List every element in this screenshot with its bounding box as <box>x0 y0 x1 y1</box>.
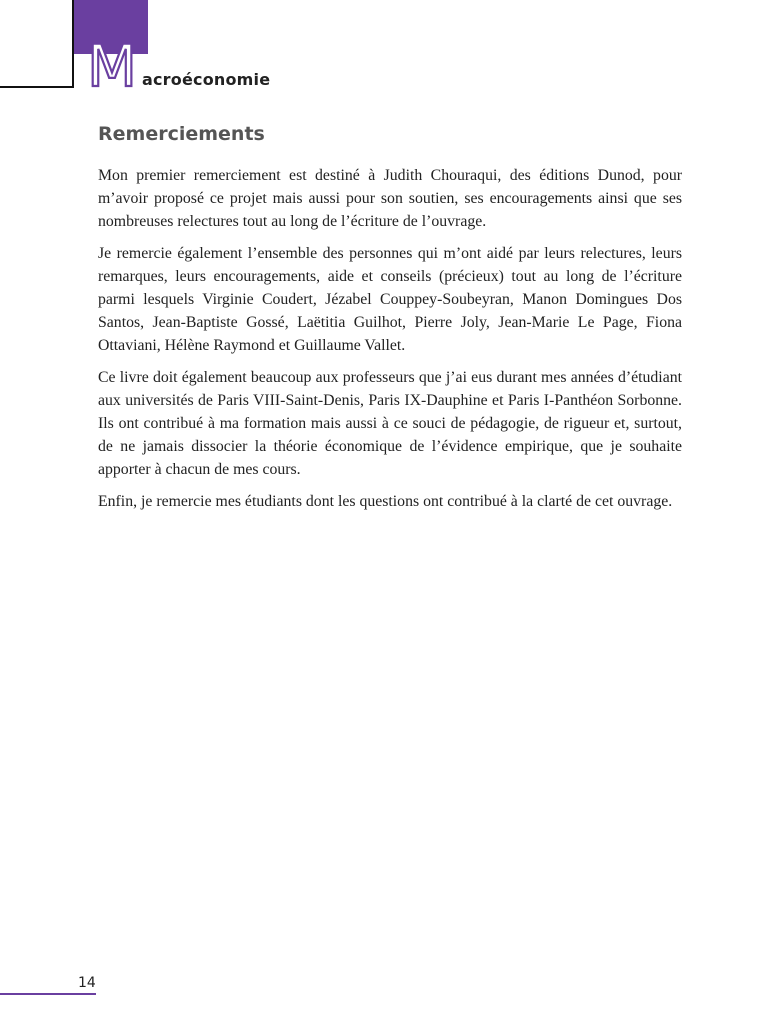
footer-rule <box>0 993 96 995</box>
body-text <box>98 164 682 522</box>
section-title: Remerciements <box>98 123 265 145</box>
book-title: acroéconomie <box>142 70 271 89</box>
logo-letter-glyph: M <box>87 36 137 92</box>
paragraph: Je remercie également l’ensemble des personnes qui m’ont aidé par leurs relectures, leurs remarques, leurs encouragements, aide et conseils (précieux) tout au long de l’écriture parmi lesquels Virginie Coudert, Jézabel Couppey-Soubeyran, Manon Domingues Dos Santos, Jean-Baptiste Gossé, Laëtitia Guilhot, Pierre Joly, Jean-Marie Le Page, Fiona Ottaviani, Hélène Raymond et Guillaume Vallet. <box>98 245 682 354</box>
header-horizontal-rule <box>0 86 74 88</box>
paragraph: Enfin, je remercie mes étudiants dont les questions ont contribué à la clarté de cet ouvrage. <box>98 493 673 510</box>
paragraph: Mon premier remerciement est destiné à Judith Chouraqui, des éditions Dunod, pour m’avoir proposé ce projet mais aussi pour son soutien, ses encouragements ainsi que ses nombreuses relectures tout au long de l’écriture de l’ouvrage. <box>98 167 682 230</box>
logo-letter-m <box>85 36 137 92</box>
page-number: 14 <box>78 975 96 991</box>
paragraph: Ce livre doit également beaucoup aux professeurs que j’ai eus durant mes années d’étudiant aux universités de Paris VIII-Saint-Denis, Paris IX-Dauphine et Paris I-Panthéon Sorbonne. Ils ont contribué à ma formation mais aussi à ce souci de pédagogie, de rigueur et, surtout, de ne jamais dissocier la théorie économique de l’évidence empirique, que je souhaite apporter à chacun de mes cours. <box>98 369 682 478</box>
